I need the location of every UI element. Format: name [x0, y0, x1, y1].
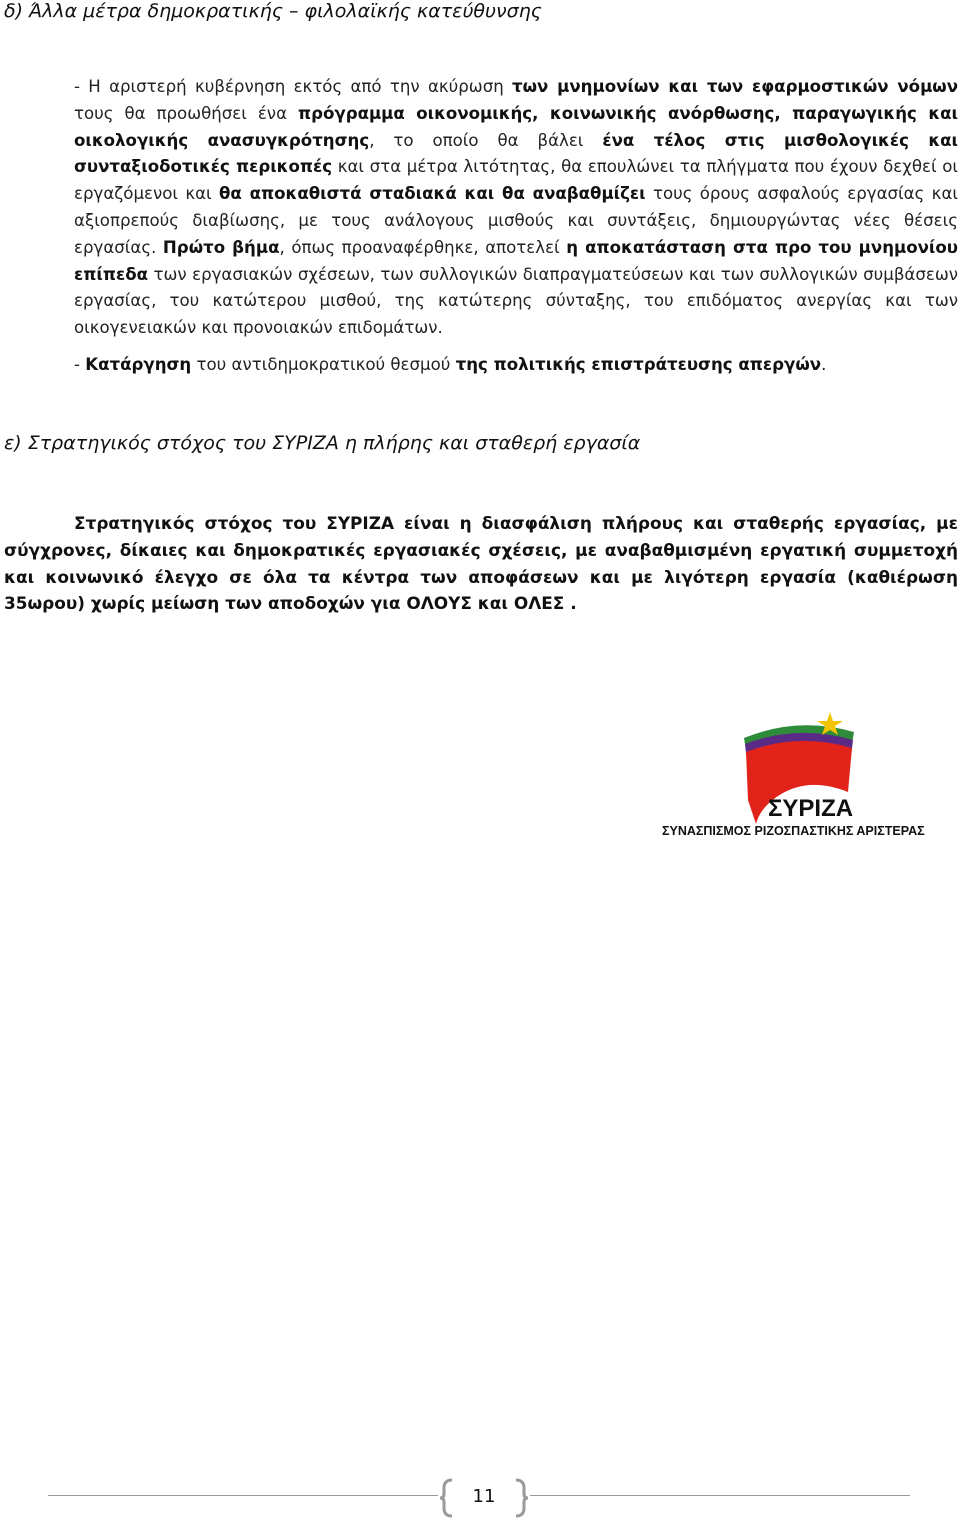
syriza-flag-icon: [648, 704, 958, 844]
text-run: των εργασιακών σχέσεων, των συλλογικών διαπραγματεύσεων και των συλλογικών συμβάσεων εργασίας, του κατώτερου μισθού, της κατώτερης σύνταξης, του επιδόματος ανεργίας και των οικογενειακών και προνοιακών επιδομάτων.: [74, 264, 958, 338]
page-number: [438, 1478, 530, 1518]
footer-rule-left: [48, 1495, 438, 1496]
bold-run: θα αποκαθιστά σταδιακά και θα αναβαθμίζει: [219, 184, 646, 204]
logo-name: ΣΥΡΙΖΑ: [768, 795, 854, 822]
bold-run: της πολιτικής επιστράτευσης απεργών: [455, 355, 822, 374]
section-d-heading: δ) Άλλα μέτρα δημοκρατικής – φιλολαϊκής κατεύθυνσης: [4, 0, 542, 22]
footer-rule-right: [530, 1495, 910, 1496]
syriza-logo: [648, 704, 958, 844]
bold-run: των μνημονίων και των εφαρμοστικών νόμων: [512, 77, 959, 96]
text-run: .: [821, 355, 827, 374]
logo-subtitle: ΣΥΝΑΣΠΙΣΜΟΣ ΡΙΖΟΣΠΑΣΤΙΚΗΣ ΑΡΙΣΤΕΡΑΣ: [662, 824, 925, 838]
bold-run: η αποκατάσταση στα προ του μνημονίου επίπεδα: [74, 237, 958, 284]
text-run: και στα μέτρα λιτότητας, θα επουλώνει τα πλήγματα που έχουν δεχθεί οι εργαζόμενοι και: [74, 157, 959, 204]
text-run: , όπως προαναφέρθηκε, αποτελεί: [279, 237, 567, 257]
bold-run: Πρώτο βήμα: [162, 237, 280, 257]
text-run: τους θα προωθήσει ένα: [74, 103, 298, 123]
text-run: τους όρους ασφαλούς εργασίας και αξιοπρεπούς διαβίωσης, με τους ανάλογους μισθούς και συντάξεις, δημιουργώντας νέες θέσεις εργασίας.: [74, 184, 958, 257]
section-e-heading: ε) Στρατηγικός στόχος του ΣΥΡΙΖΑ η πλήρης και σταθερή εργασία: [4, 432, 641, 454]
section-e-paragraph: Στρατηγικός στόχος του ΣΥΡΙΖΑ είναι η διασφάλιση πλήρους και σταθερής εργασίας, με σύγχρονες, δίκαιες και δημοκρατικές εργασιακές σχέσεις, με αναβαθμισμένη εργατική συμμετοχή και κοινωνικό έλεγχο σε όλα τα κέντρα των αποφάσεων και με λιγότερη εργασία (καθιέρωση 35ωρου) χωρίς μείωση των αποδοχών για ΟΛΟΥΣ και ΟΛΕΣ .: [4, 513, 958, 614]
bold-run: πρόγραμμα οικονομικής, κοινωνικής ανόρθωσης, παραγωγικής και οικολογικής ανασυγκρότησης: [74, 103, 958, 150]
text-run: - Η αριστερή κυβέρνηση εκτός από την ακύρωση: [74, 77, 513, 96]
text-run: , το οποίο θα βάλει: [369, 130, 603, 150]
text-run: του αντιδημοκρατικού θεσμού: [191, 355, 456, 374]
section-d-paragraph-2: [74, 352, 958, 379]
page-number-text: 11: [472, 1486, 496, 1507]
bold-run: Κατάργηση: [85, 355, 192, 374]
section-d-paragraph-1: [74, 74, 958, 342]
bold-run: ένα τέλος στις μισθολογικές και συνταξιοδοτικές περικοπές: [74, 130, 958, 177]
text-run: -: [74, 355, 86, 374]
